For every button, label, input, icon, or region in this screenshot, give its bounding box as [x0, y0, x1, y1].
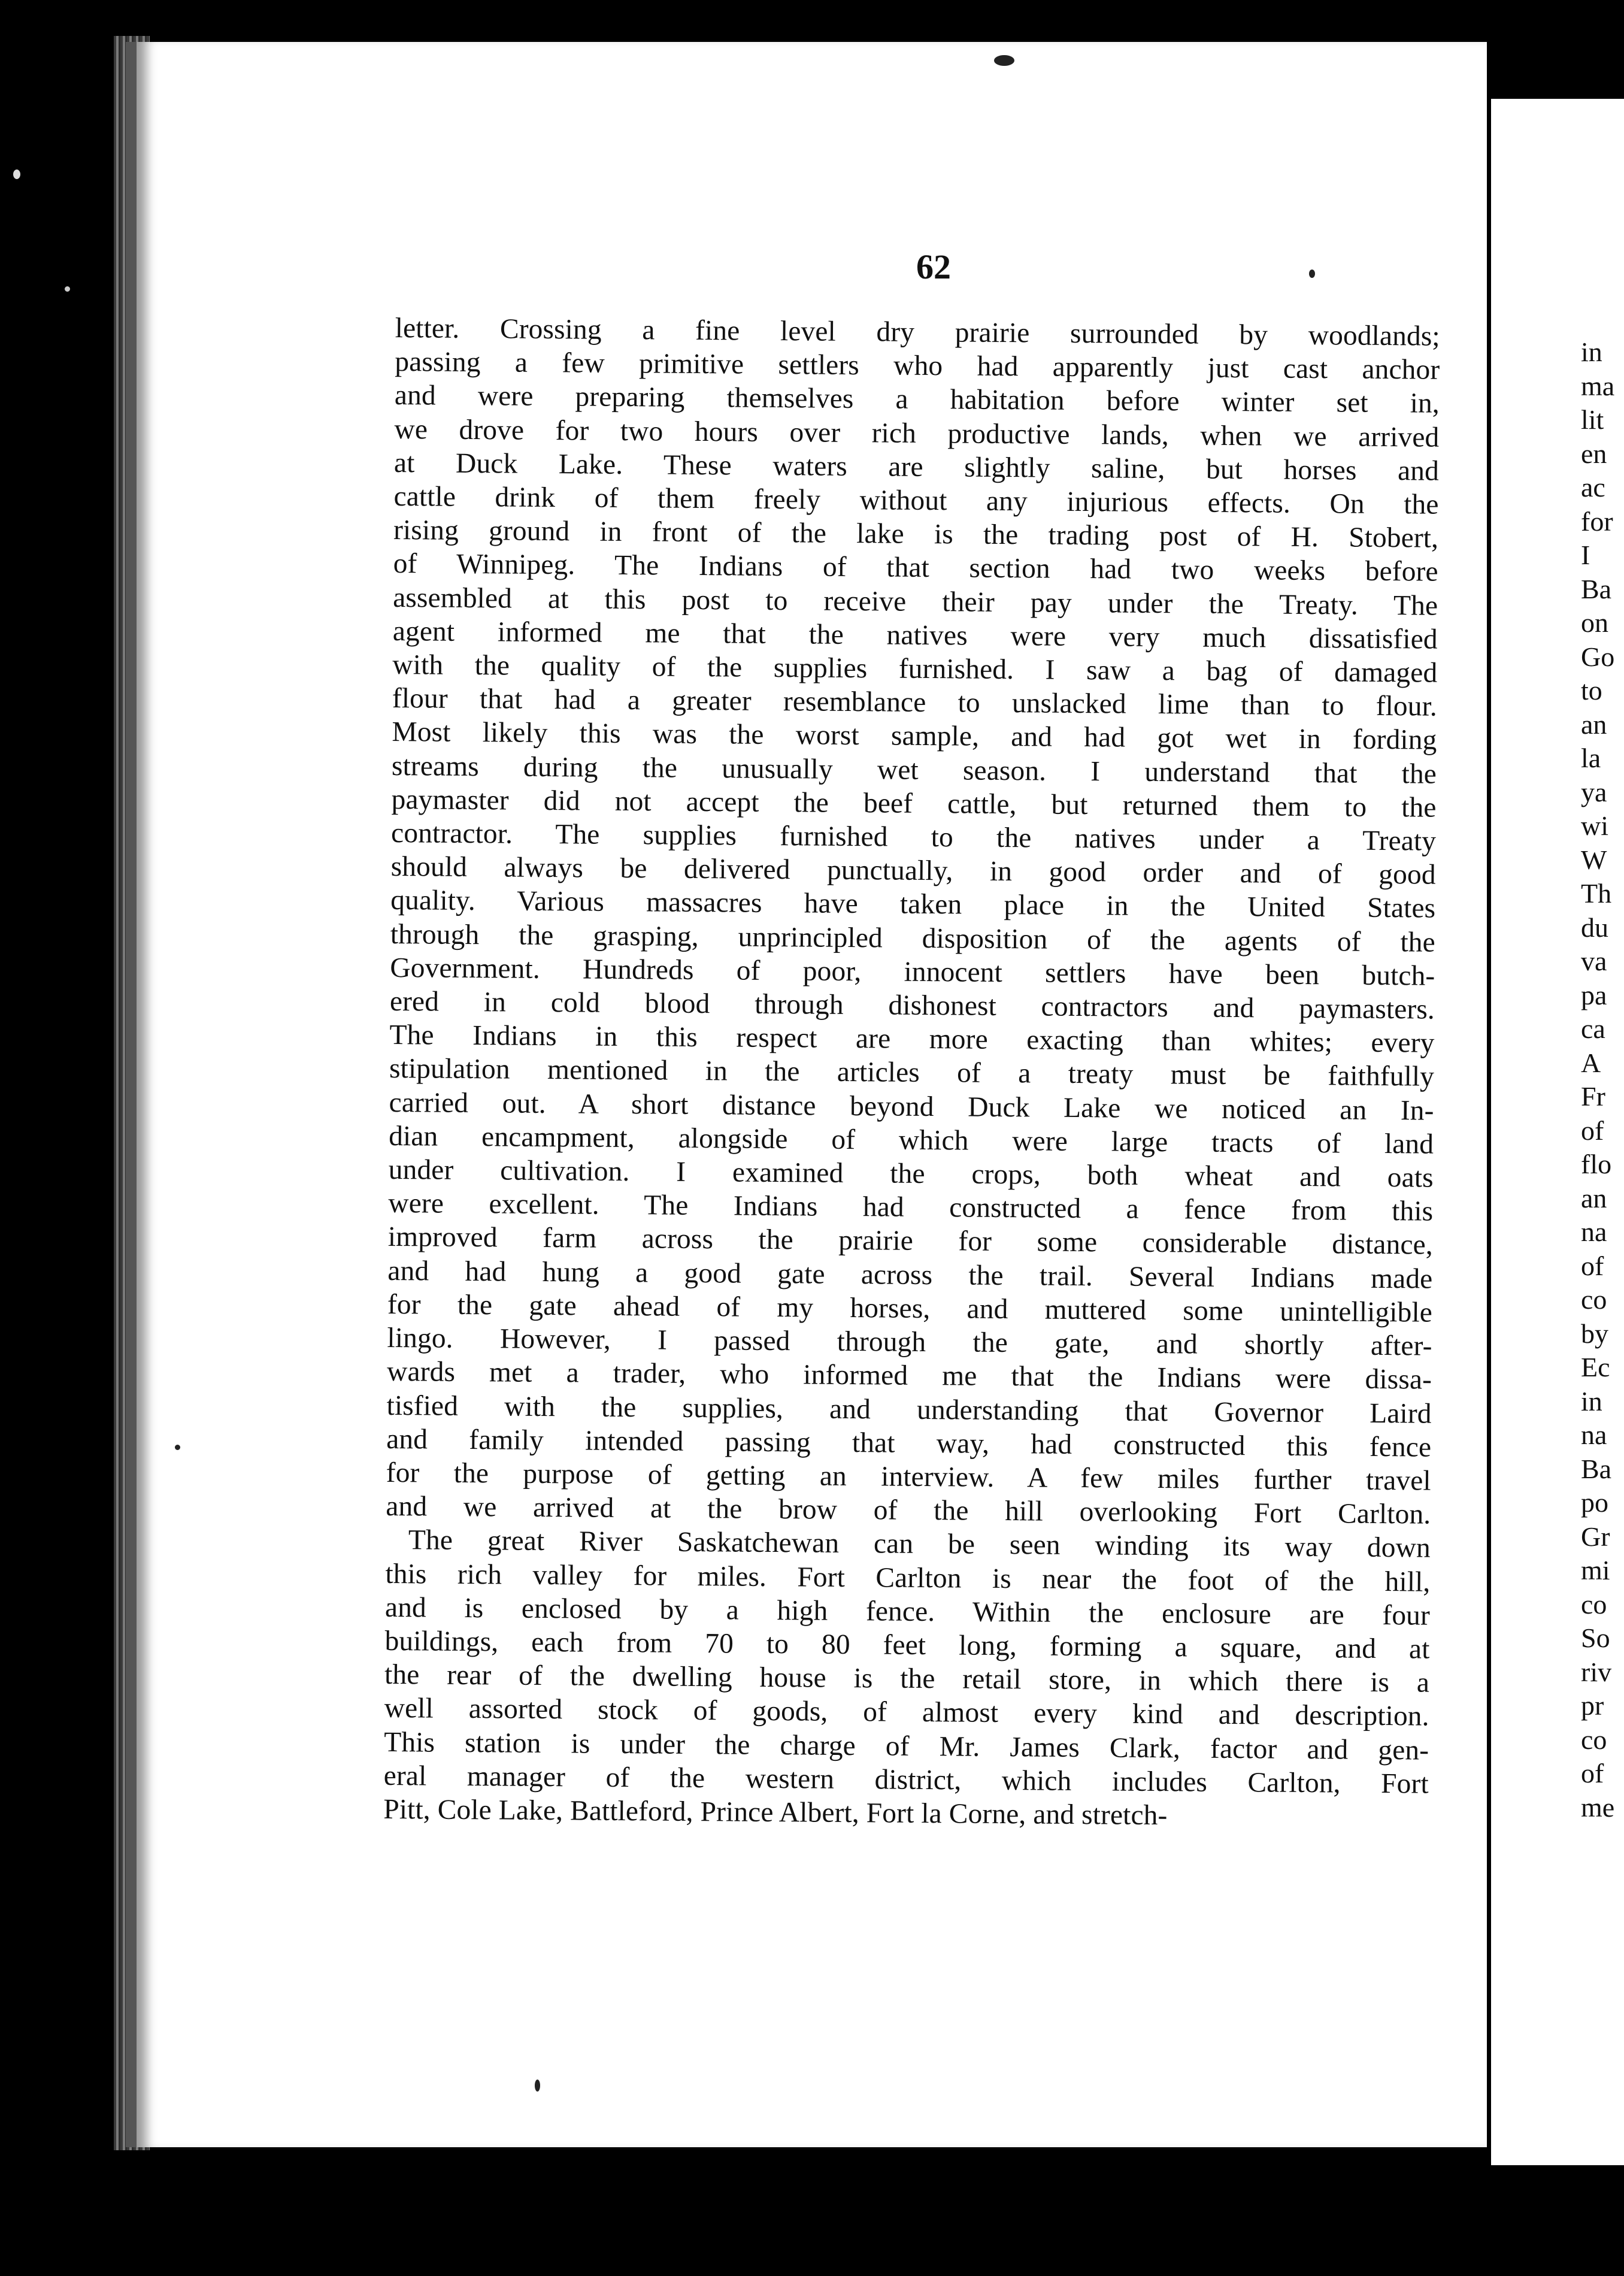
adjacent-text-fragment: flo	[1581, 1149, 1612, 1179]
page-number: 62	[916, 247, 951, 286]
adjacent-text-fragment: Go	[1581, 641, 1615, 672]
text-line: Pitt, Cole Lake, Battleford, Prince Albert, Fort la Corne, and stretch-	[383, 1793, 1168, 1832]
adjacent-text-fragment: for	[1581, 506, 1613, 537]
text-line: contractor. The supplies furnished to the natives under a Treaty	[390, 818, 1437, 857]
adjacent-text-fragment: na	[1581, 1216, 1607, 1247]
adjacent-text-fragment: riv	[1581, 1656, 1612, 1687]
text-line: and is enclosed by a high fence. Within the enclosure are four	[384, 1591, 1431, 1632]
page-body-text	[381, 311, 1440, 2075]
adjacent-text-fragment: Ec	[1581, 1352, 1610, 1382]
text-line: Most likely this was the worst sample, and had got wet in fording	[392, 716, 1437, 756]
adjacent-page-text-fragments	[1581, 335, 1624, 1824]
text-line: the rear of the dwelling house is the retail store, in which there is a	[384, 1659, 1430, 1699]
adjacent-text-fragment: of	[1581, 1115, 1604, 1146]
scan-speck	[13, 170, 20, 179]
adjacent-text-fragment: Fr	[1581, 1081, 1605, 1112]
text-line: eral manager of the western district, which includes Carlton, Fort	[383, 1760, 1429, 1800]
text-line: tisfied with the supplies, and understanding that Governor Laird	[386, 1390, 1432, 1430]
adjacent-text-fragment: W	[1581, 844, 1607, 875]
adjacent-text-fragment: en	[1581, 438, 1607, 469]
adjacent-text-fragment: I	[1581, 540, 1590, 570]
text-line: for the purpose of getting an interview. A few miles further travel	[386, 1457, 1431, 1497]
text-line: letter. Crossing a fine level dry prairie surrounded by woodlands;	[395, 312, 1440, 352]
text-line: cattle drink of them freely without any injurious effects. On the	[393, 481, 1439, 520]
adjacent-text-fragment: du	[1581, 912, 1608, 943]
text-line: wards met a trader, who informed me that the Indians were dissa-	[386, 1356, 1432, 1396]
text-line: for the gate ahead of my horses, and muttered some unintelligible	[387, 1288, 1433, 1328]
adjacent-text-fragment: ya	[1581, 776, 1607, 807]
text-line: carried out. A short distance beyond Duck Lake we noticed an In-	[389, 1086, 1434, 1127]
text-line: improved farm across the prairie for some considerable distance,	[387, 1221, 1434, 1261]
adjacent-text-fragment: to	[1581, 675, 1602, 706]
text-line: were excellent. The Indians had constructed a fence from this	[388, 1188, 1434, 1227]
adjacent-text-fragment: of	[1581, 1250, 1604, 1281]
adjacent-text-fragment: of	[1581, 1758, 1604, 1788]
text-line: The great River Saskatchewan can be seen winding its way down	[408, 1524, 1431, 1564]
text-line: with the quality of the supplies furnished. I saw a bag of damaged	[392, 649, 1438, 689]
text-line: this rich valley for miles. Fort Carlton is near the foot of the hill,	[385, 1558, 1431, 1598]
adjacent-text-fragment: an	[1581, 709, 1607, 740]
adjacent-text-fragment: va	[1581, 946, 1607, 976]
adjacent-text-fragment: co	[1581, 1284, 1607, 1315]
adjacent-text-fragment: pr	[1581, 1690, 1604, 1721]
text-line: and were preparing themselves a habitation before winter set in,	[394, 380, 1440, 420]
text-line: lingo. However, I passed through the gate, and shortly after-	[387, 1322, 1432, 1362]
adjacent-text-fragment: A	[1581, 1047, 1601, 1078]
adjacent-text-fragment: Ba	[1581, 573, 1612, 604]
adjacent-text-fragment: wi	[1581, 810, 1608, 841]
text-line: buildings, each from 70 to 80 feet long, forming a square, and at	[384, 1625, 1430, 1665]
adjacent-text-fragment: ca	[1581, 1013, 1605, 1044]
scan-speck	[1309, 270, 1315, 278]
text-line: assembled at this post to receive their pay under the Treaty. The	[393, 582, 1438, 622]
adjacent-text-fragment: co	[1581, 1588, 1607, 1620]
adjacent-text-fragment: in	[1581, 337, 1602, 367]
adjacent-text-fragment: po	[1581, 1487, 1608, 1518]
text-line: should always be delivered punctually, in good order and of good	[390, 851, 1436, 891]
adjacent-text-fragment: on	[1581, 607, 1608, 638]
scan-speck	[65, 286, 70, 292]
scan-speck	[175, 1445, 180, 1450]
text-line: well assorted stock of goods, of almost every kind and description.	[384, 1693, 1429, 1732]
text-line: flour that had a greater resemblance to unslacked lime than to flour.	[392, 683, 1438, 722]
adjacent-text-fragment: Gr	[1581, 1521, 1610, 1552]
text-line: through the grasping, unprincipled disposition of the agents of the	[390, 918, 1435, 958]
text-line: and family intended passing that way, had constructed this fence	[386, 1423, 1432, 1463]
text-line: of Winnipeg. The Indians of that section had two weeks before	[393, 548, 1438, 588]
text-line: we drove for two hours over rich productive lands, when we arrived	[394, 413, 1440, 453]
text-line: stipulation mentioned in the articles of a treaty must be faithfully	[389, 1053, 1435, 1093]
text-line: quality. Various massacres have taken place in the United States	[390, 885, 1436, 925]
text-line: dian encampment, alongside of which were large tracts of land	[388, 1120, 1434, 1160]
adjacent-text-fragment: la	[1581, 743, 1601, 773]
adjacent-text-fragment: ma	[1581, 370, 1615, 401]
adjacent-text-fragment: me	[1581, 1791, 1615, 1823]
text-line: Government. Hundreds of poor, innocent settlers have been butch-	[390, 952, 1435, 992]
adjacent-text-fragment: So	[1581, 1623, 1610, 1653]
text-line: and had hung a good gate across the trail. Several Indians made	[387, 1255, 1433, 1295]
adjacent-text-fragment: co	[1581, 1724, 1607, 1755]
adjacent-text-fragment: Ba	[1581, 1453, 1612, 1484]
text-line: and we arrived at the brow of the hill overlooking Fort Carlton.	[386, 1491, 1431, 1530]
adjacent-text-fragment: na	[1581, 1420, 1607, 1450]
text-line: streams during the unusually wet season. I understand that the	[391, 750, 1437, 790]
scan-speck	[994, 55, 1014, 66]
adjacent-text-fragment: mi	[1581, 1555, 1610, 1585]
scan-speck	[535, 2080, 540, 2092]
adjacent-text-fragment: lit	[1581, 404, 1604, 435]
text-line: passing a few primitive settlers who had apparently just cast anchor	[395, 346, 1440, 386]
text-line: at Duck Lake. These waters are slightly saline, but horses and	[393, 447, 1440, 487]
adjacent-text-fragment: by	[1581, 1318, 1608, 1349]
adjacent-text-fragment: pa	[1581, 979, 1607, 1010]
text-line: The Indians in this respect are more exacting than whites; every	[389, 1019, 1435, 1059]
text-line: rising ground in front of the lake is the trading post of H. Stobert,	[393, 514, 1439, 554]
adjacent-text-fragment: ac	[1581, 472, 1605, 503]
text-line: This station is under the charge of Mr. James Clark, factor and gen-	[384, 1726, 1429, 1766]
text-line: agent informed me that the natives were very much dissatisfied	[392, 615, 1438, 655]
text-line: under cultivation. I examined the crops, both wheat and oats	[388, 1154, 1434, 1194]
adjacent-text-fragment: Th	[1581, 878, 1612, 909]
adjacent-text-fragment: in	[1581, 1385, 1602, 1417]
text-line: ered in cold blood through dishonest contractors and paymasters.	[389, 986, 1435, 1025]
text-line: paymaster did not accept the beef cattle, but returned them to the	[391, 783, 1437, 824]
adjacent-text-fragment: an	[1581, 1182, 1607, 1213]
